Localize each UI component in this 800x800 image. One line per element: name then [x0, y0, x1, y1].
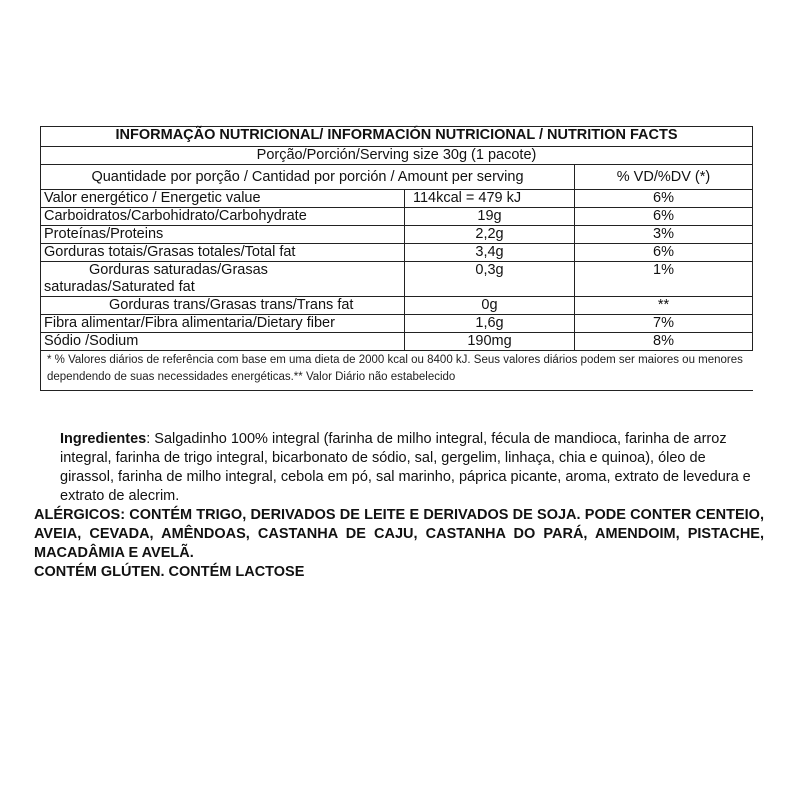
nutrient-amount: 0g [405, 297, 575, 315]
nutrient-amount: 0,3g [405, 262, 575, 297]
ingredients-label: Ingredientes [60, 431, 147, 447]
nutrient-dv: ** [575, 297, 753, 315]
nutrient-amount: 3,4g [405, 244, 575, 262]
nutrition-facts-table [40, 126, 753, 391]
allergens-warning: ALÉRGICOS: CONTÉM TRIGO, DERIVADOS DE LEITE E DERIVADOS DE SOJA. PODE CONTER CENTEIO, AVEIA, CEVADA, AMÊNDOAS, CASTANHA DE CAJU, CASTANHA DO PARÁ, AMENDOIM, PISTACHE, MACADÂMIA E AVELÃ. [34, 507, 764, 561]
table-row [41, 333, 753, 351]
ingredients-text [60, 430, 760, 506]
nutrient-amount: 19g [405, 208, 575, 226]
nutrient-name: Gorduras trans/Grasas trans/Trans fat [41, 297, 405, 315]
daily-value-header: % VD/%DV (*) [575, 165, 753, 190]
nutrient-amount: 190mg [405, 333, 575, 351]
nutrient-name-line2: saturadas/Saturated fat [44, 279, 195, 295]
nutrient-name: Carboidratos/Carbohidrato/Carbohydrate [41, 208, 405, 226]
table-row [41, 315, 753, 333]
table-row [41, 297, 753, 315]
nutrient-name: Valor energético / Energetic value [41, 190, 405, 208]
nutrient-amount: 2,2g [405, 226, 575, 244]
amount-per-serving-header: Quantidade por porção / Cantidad por porción / Amount per serving [41, 165, 575, 190]
nutrient-name: Fibra alimentar/Fibra alimentaria/Dietary fiber [41, 315, 405, 333]
nutrient-name: Gorduras totais/Grasas totales/Total fat [41, 244, 405, 262]
nutrient-dv: 6% [575, 190, 753, 208]
nutrient-dv: 8% [575, 333, 753, 351]
table-title: INFORMAÇÃO NUTRICIONAL/ INFORMACIÓN NUTRICIONAL / NUTRITION FACTS [41, 127, 753, 147]
nutrient-name-line1: Gorduras saturadas/Grasas [89, 262, 268, 278]
table-footnote: * % Valores diários de referência com base em uma dieta de 2000 kcal ou 8400 kJ. Seus valores diários podem ser maiores ou menores dependendo de suas necessidades energéticas.** Valor Diário não estabelecido [41, 351, 753, 391]
gluten-lactose-warning: CONTÉM GLÚTEN. CONTÉM LACTOSE [34, 564, 305, 580]
table-row [41, 262, 753, 297]
nutrient-dv: 7% [575, 315, 753, 333]
nutrient-amount: 1,6g [405, 315, 575, 333]
nutrient-amount: 114kcal = 479 kJ [405, 190, 575, 208]
table-row [41, 226, 753, 244]
nutrient-name [41, 262, 405, 297]
ingredients-list: : Salgadinho 100% integral (farinha de milho integral, fécula de mandioca, farinha de arroz integral, farinha de trigo integral, bicarbonato de sódio, sal, gergelim, linhaça, chia e quinoa), óleo de girassol, farinha de milho integral, cebola em pó, sal marinho, páprica picante, aroma, extrato de levedura e extrato de alecrim. [60, 431, 751, 504]
nutrient-dv: 1% [575, 262, 753, 297]
table-row [41, 244, 753, 262]
serving-size: Porção/Porción/Serving size 30g (1 pacote) [41, 147, 753, 165]
nutrient-dv: 6% [575, 208, 753, 226]
table-row [41, 190, 753, 208]
nutrient-name: Proteínas/Proteins [41, 226, 405, 244]
table-row [41, 208, 753, 226]
nutrient-name: Sódio /Sodium [41, 333, 405, 351]
nutrient-dv: 6% [575, 244, 753, 262]
nutrient-dv: 3% [575, 226, 753, 244]
